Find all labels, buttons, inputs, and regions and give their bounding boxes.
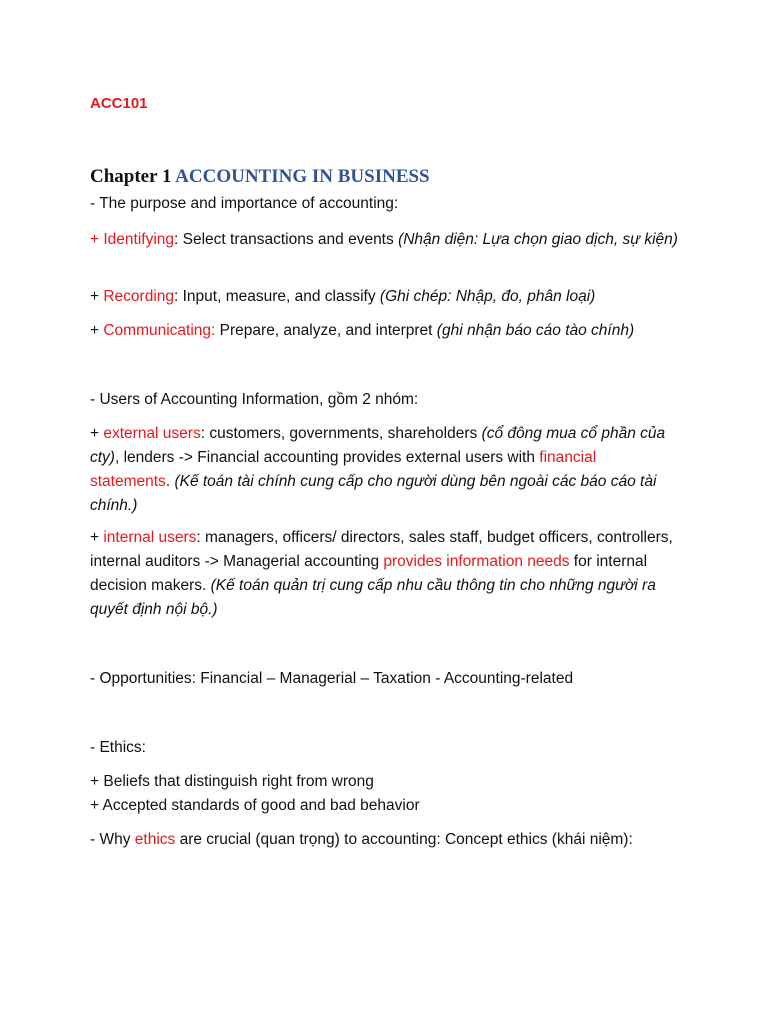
- chapter-title: ACCOUNTING IN BUSINESS: [175, 166, 430, 187]
- users-external: [90, 422, 680, 518]
- item-text: : customers, governments, shareholders: [200, 425, 482, 442]
- item-term: Communicating:: [103, 322, 216, 339]
- ethics-item: + Accepted standards of good and bad behavior: [90, 797, 420, 814]
- item-prefix: +: [90, 425, 104, 442]
- item-note: (ghi nhận báo cáo tào chính): [436, 322, 635, 339]
- item-note: (Nhận diện: Lựa chọn giao dịch, sự kiện): [398, 231, 678, 248]
- item-note: (Ghi chép: Nhập, đo, phân loại): [379, 288, 596, 305]
- course-code: ACC101: [90, 95, 148, 112]
- chapter-heading: [90, 166, 430, 188]
- why-pre: - Why: [90, 831, 135, 848]
- users-internal: [90, 526, 680, 622]
- item-prefix: +: [90, 529, 104, 546]
- chapter-number: Chapter 1: [90, 166, 172, 187]
- item-term: Recording: [103, 288, 175, 305]
- purpose-item-recording: [90, 285, 680, 309]
- purpose-heading: - The purpose and importance of accounting:: [90, 195, 399, 212]
- item-term: internal users: [103, 529, 197, 546]
- item-text: for internal decision makers.: [90, 553, 648, 594]
- purpose-item-identifying: [90, 228, 680, 252]
- users-heading: - Users of Accounting Information, gồm 2 nhóm:: [90, 391, 419, 408]
- why-post: are crucial (quan trọng) to accounting: Concept ethics (khái niệm):: [175, 831, 633, 848]
- item-highlight: financial statements: [90, 449, 597, 490]
- item-text: : Input, measure, and classify: [174, 288, 380, 305]
- ethics-heading: - Ethics:: [90, 739, 146, 756]
- item-term: Identifying: [103, 231, 175, 248]
- item-text: , lenders -> Financial accounting provides external users with: [114, 449, 540, 466]
- item-text: : managers, officers/ directors, sales staff, budget officers, controllers, internal auditors -> Managerial accounting: [90, 529, 673, 570]
- item-note: (Kế toán quản trị cung cấp nhu cầu thông tin cho những người ra quyết định nội bộ.): [90, 577, 656, 618]
- why-term: ethics: [134, 831, 176, 848]
- item-prefix: +: [90, 231, 104, 248]
- ethics-why-line: [90, 828, 680, 852]
- ethics-item: + Beliefs that distinguish right from wrong: [90, 773, 374, 790]
- item-note: (cổ đông mua cổ phần của cty): [90, 425, 666, 466]
- item-term: external users: [103, 425, 201, 442]
- item-highlight: provides information needs: [383, 553, 570, 570]
- item-prefix: +: [90, 288, 104, 305]
- opportunities-line: - Opportunities: Financial – Managerial – Taxation - Accounting-related: [90, 670, 574, 687]
- item-prefix: +: [90, 322, 104, 339]
- item-text: Prepare, analyze, and interpret: [215, 322, 437, 339]
- purpose-item-communicating: [90, 319, 680, 343]
- item-text: .: [165, 473, 175, 490]
- item-note: (Kế toán tài chính cung cấp cho người dùng bên ngoài các báo cáo tài chính.): [90, 473, 657, 514]
- item-text: : Select transactions and events: [174, 231, 399, 248]
